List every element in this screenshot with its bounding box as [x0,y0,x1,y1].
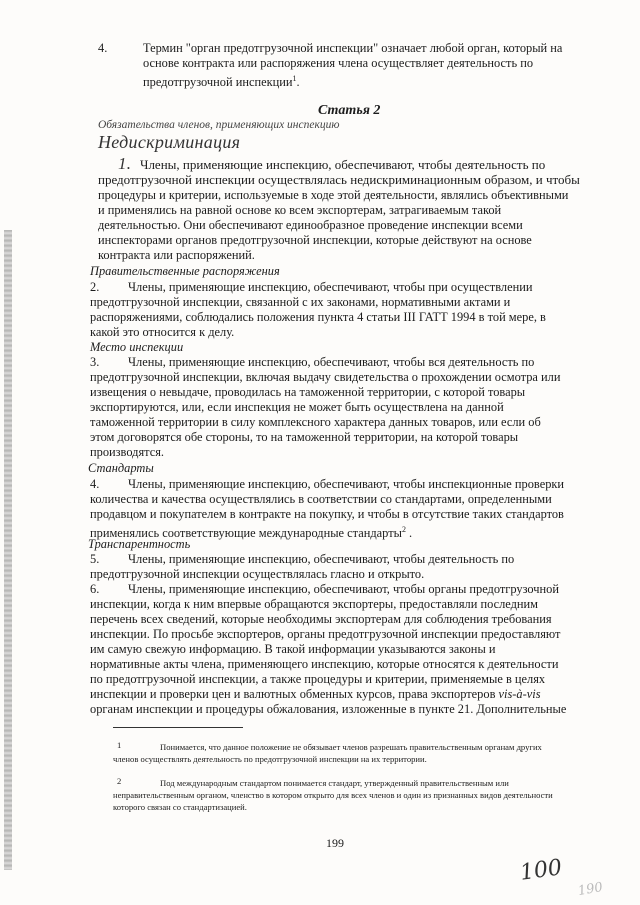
text-line: Члены, применяющие инспекцию, обеспечивают, чтобы деятельность по [128,552,515,566]
text-line: производятся. [90,445,165,459]
section-heading: Транспарентность [88,537,191,551]
footnote-line: Понимается, что данное положение не обязывает членов разрешать правительственным органам других [160,742,542,752]
text-line: процедуры и критерии, используемые в ходе этой деятельности, являлись объективными [98,188,569,202]
text-line: таможенной территории в силу комплексного характера данных товаров, или если об [90,415,541,429]
item-number: 3. [90,355,100,369]
item-number: 4. [90,477,100,491]
text-line: инспекции и проверки цен и валютных обменных курсов, права экспортеров vis-à-vis [90,687,541,701]
text-line: экспортируются, или, если инспекция не может быть осуществлена на данной [90,400,504,414]
text-line: какой это относится к делу. [90,325,235,339]
text-line: перечень всех сведений, которые необходимы экспортерам для соблюдения требования [90,612,552,626]
text-line: органам инспекции и процедуры обжалования, изложенные в пункте 21. Дополнительные [90,702,567,716]
item-number: 5. [90,552,100,566]
footnote-line: которого связан со стандартизацией. [113,802,247,812]
footnote-line: неправительственным органом, членство в котором открыто для всех членов и один из признанных видов деятельности [113,790,553,800]
text-line: Члены, применяющие инспекцию, обеспечивают, чтобы инспекционные проверки [128,477,565,491]
page-number: 199 [326,836,344,850]
footnote-line: членов осуществлять деятельность по предотгрузочной инспекции на их территории. [113,754,427,764]
text-line: этом договорятся обе стороны, то на таможенной территории, на которой товары [90,430,519,444]
text-line: количества и качества осуществлялись в соответствии со стандартами, определенными [90,492,552,506]
text-line: предотгрузочной инспекции, включая выдачу свидетельства о прохождении осмотра или [90,370,561,384]
footnote-divider [113,727,243,728]
text-line: Члены, применяющие инспекцию, обеспечивают, чтобы органы предотгрузочной [128,582,559,596]
faint-page-mark: 190 [576,879,604,900]
text-line: и применялись на равной основе ко всем экспортерам, затрагиваемым такой [98,203,502,217]
text-line: предотгрузочной инспекции, связанной с их законами, нормативными актами и [90,295,511,309]
article-subtitle: Обязательства членов, применяющих инспекцию [98,119,340,131]
text-line: инспекции, когда к ним впервые обращаются экспортеры, предоставляли последним [90,597,539,611]
footnote-ref: 2 [401,525,406,534]
footnote-mark: 1 [117,740,122,750]
section-heading: Место инспекции [90,340,184,354]
text-line: предотгрузочной инспекции осуществлялась гласно и открыто. [90,567,425,581]
item-number: 2. [90,280,100,294]
text-line: им самую свежую информацию. В такой информации указываются законы и [90,642,496,656]
text-line: контракта или распоряжений. [98,248,255,262]
footnote-mark: 2 [117,776,122,786]
scan-binding-edge [4,230,12,870]
text-line: нормативные акты члена, применяющего инспекцию, которые относятся к деятельности [90,657,559,671]
text-line: Члены, применяющие инспекцию, обеспечивают, чтобы при осуществлении [128,280,533,294]
text-line: Члены, применяющие инспекцию, обеспечивают, чтобы вся деятельность по [128,355,535,369]
handwritten-page-mark: 100 [518,855,564,886]
article-title: Статья 2 [318,103,381,118]
text-line: извещения о невыдаче, проводилась на таможенной территории, с которой товары [90,385,526,399]
footnote-ref: 1 [292,74,297,83]
italic-term: vis-à-vis [498,687,541,701]
footnote-line: Под международным стандартом понимается стандарт, утвержденный правительственным или [160,778,509,788]
text-line: предотгрузочной инспекции осуществлялась недискриминационным образом, и чтобы [98,172,580,187]
item-number: 1. [118,154,132,173]
section-heading: Стандарты [88,461,154,475]
item-number: 4. [98,41,108,55]
text-line: деятельностью. Они обеспечивают единообразное проведение инспекции всеми [98,218,523,232]
text-line: по предотгрузочной инспекции, а также процедуры и критерии, применяемые в целях [90,672,546,686]
text-line: продавцом и покупателем в контракте на покупку, и чтобы в отсутствие таких стандартов [90,507,564,521]
text-line: применялись соответствующие международные стандарты$^2$ . [90,525,413,541]
section-heading: Правительственные распоряжения [90,264,280,278]
section-heading: Недискриминация [98,132,241,152]
item-number: 6. [90,582,100,596]
text-line: распоряжениями, соблюдались положения пункта 4 статьи III ГАТТ 1994 в той мере, в [90,310,546,324]
text-line: основе контракта или распоряжения члена осуществляет деятельность по [143,56,534,70]
text-line: инспекторами органов предотгрузочной инспекции, которые действуют на основе [98,233,532,247]
text-line: предотгрузочной инспекции$^1$. [143,74,300,90]
text-line: Термин "орган предотгрузочной инспекции" означает любой орган, который на [143,41,563,55]
text-line: Члены, применяющие инспекцию, обеспечивают, чтобы деятельность по [140,157,546,172]
text-line: инспекции. По просьбе экспортеров, органы предотгрузочной инспекции предоставляют [90,627,561,641]
